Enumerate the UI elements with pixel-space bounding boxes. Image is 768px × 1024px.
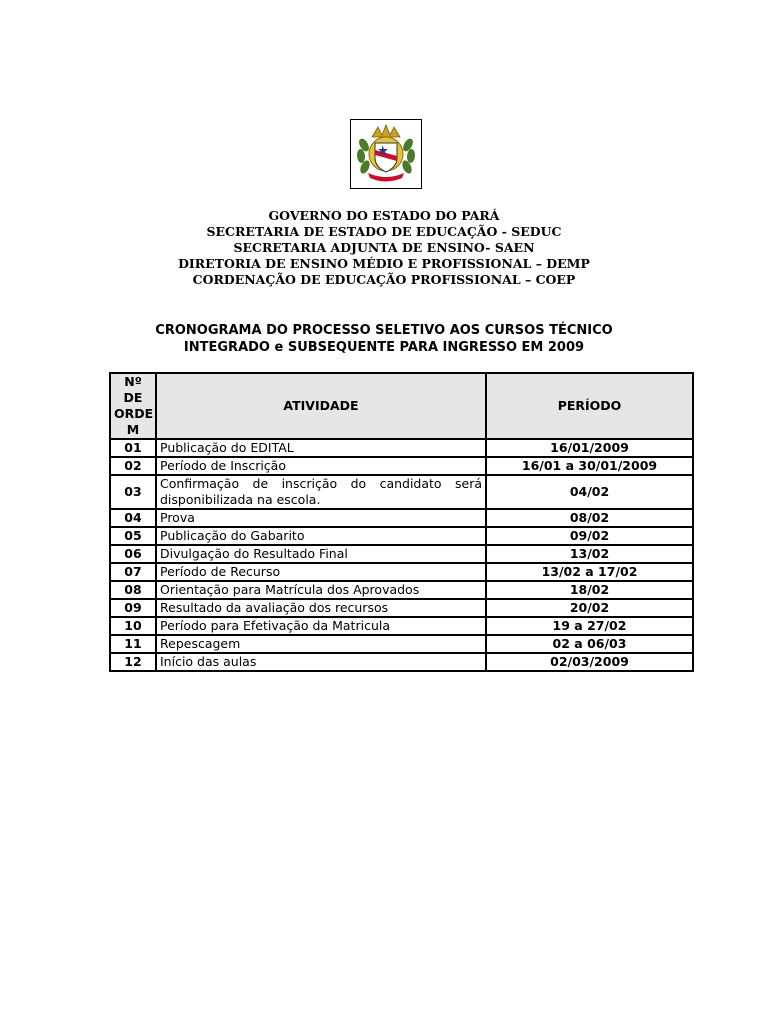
row-period: 08/02 (486, 509, 693, 527)
row-number: 06 (110, 545, 156, 563)
table-row (110, 509, 693, 527)
table-header-row (110, 373, 693, 439)
row-period: 04/02 (486, 475, 693, 509)
schedule-table (109, 372, 694, 672)
row-number: 08 (110, 581, 156, 599)
row-number: 12 (110, 653, 156, 671)
row-number: 07 (110, 563, 156, 581)
table-row (110, 527, 693, 545)
table-row (110, 635, 693, 653)
header-period: PERÍODO (486, 373, 693, 439)
row-period: 13/02 (486, 545, 693, 563)
row-activity: Orientação para Matrícula dos Aprovados (156, 581, 486, 599)
row-period: 02/03/2009 (486, 653, 693, 671)
row-period: 19 a 27/02 (486, 617, 693, 635)
table-row (110, 653, 693, 671)
row-activity: Repescagem (156, 635, 486, 653)
row-period: 09/02 (486, 527, 693, 545)
row-activity: Período para Efetivação da Matricula (156, 617, 486, 635)
letterhead (0, 208, 768, 288)
row-number: 10 (110, 617, 156, 635)
table-row (110, 563, 693, 581)
row-period: 13/02 a 17/02 (486, 563, 693, 581)
header-order-number: Nº DE ORDE M (110, 373, 156, 439)
row-period: 18/02 (486, 581, 693, 599)
row-activity: Publicação do EDITAL (156, 439, 486, 457)
table-row (110, 599, 693, 617)
row-period: 02 a 06/03 (486, 635, 693, 653)
header-activity: ATIVIDADE (156, 373, 486, 439)
title-line-2: INTEGRADO e SUBSEQUENTE PARA INGRESSO EM 2009 (183, 340, 585, 355)
letterhead-line: SECRETARIA ADJUNTA DE ENSINO- SAEN (233, 240, 535, 255)
letterhead-line: GOVERNO DO ESTADO DO PARÁ (268, 208, 500, 223)
row-activity: Período de Recurso (156, 563, 486, 581)
row-activity: Divulgação do Resultado Final (156, 545, 486, 563)
para-coat-of-arms-icon (354, 123, 418, 185)
row-activity: Confirmação de inscrição do candidato será disponibilizada na escola. (156, 475, 486, 509)
row-number: 11 (110, 635, 156, 653)
letterhead-line: CORDENAÇÃO DE EDUCAÇÃO PROFISSIONAL – COEP (192, 272, 576, 287)
table-row (110, 475, 693, 509)
row-period: 16/01 a 30/01/2009 (486, 457, 693, 475)
row-activity: Publicação do Gabarito (156, 527, 486, 545)
row-period: 16/01/2009 (486, 439, 693, 457)
title-line-1: CRONOGRAMA DO PROCESSO SELETIVO AOS CURSOS TÉCNICO (155, 323, 613, 338)
document-title (0, 322, 768, 356)
row-number: 01 (110, 439, 156, 457)
row-period: 20/02 (486, 599, 693, 617)
coat-of-arms-emblem (350, 119, 422, 189)
row-number: 04 (110, 509, 156, 527)
row-activity: Período de Inscrição (156, 457, 486, 475)
row-activity: Resultado da avaliação dos recursos (156, 599, 486, 617)
row-activity: Início das aulas (156, 653, 486, 671)
row-number: 09 (110, 599, 156, 617)
row-activity: Prova (156, 509, 486, 527)
table-row (110, 545, 693, 563)
table-row (110, 457, 693, 475)
letterhead-line: DIRETORIA DE ENSINO MÉDIO E PROFISSIONAL – DEMP (178, 256, 590, 271)
letterhead-line: SECRETARIA DE ESTADO DE EDUCAÇÃO - SEDUC (206, 224, 562, 239)
table-row (110, 439, 693, 457)
row-number: 02 (110, 457, 156, 475)
table-row (110, 617, 693, 635)
row-number: 03 (110, 475, 156, 509)
row-number: 05 (110, 527, 156, 545)
table-row (110, 581, 693, 599)
